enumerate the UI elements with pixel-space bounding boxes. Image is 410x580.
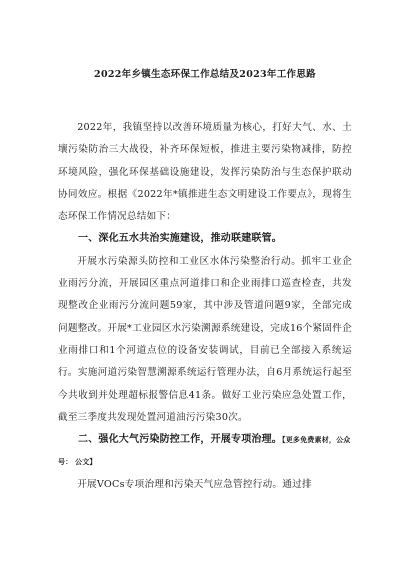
section-2-heading-text: 二、强化大气污染防控工作，开展专项治理。 (78, 434, 282, 446)
document-body (58, 117, 352, 496)
promo-note: 【更多免费素材，公众号： 公文】 (58, 435, 351, 467)
section-1-heading: 一、深化五水共治实施建设，推动联建联管。 (78, 233, 282, 245)
intro-paragraph: 2022年，我镇坚持以改善环境质量为核心，打好大气、水、土壤污染防治三大战役，补齐环保短板，推进主要污染物减排，防控环境风险，强化环保基础设施建设，发挥污染防治与生态保护联动协同效应。根据《2022年*镇推进生态文明建设工作要点》，现将生态环保工作情况总结如下： (58, 122, 352, 223)
section-2-paragraph: 开展VOCs专项治理和污染天气应急管控行动。通过排 (77, 478, 312, 490)
section-1-paragraph: 开展水污染源头防控和工业区水体污染整治行动。抓牢工业企业雨污分流，开展园区重点河道排口和企业雨排口巡查检查，共发现整改企业雨污分流问题59家，其中涉及管道问题9家，全部完成问题整改。开展*工业园区水污染溯源系统建设，完成16个紧固件企业雨排口和1个河道点位的设备安装调试，目前已全部接入系统运行。实施河道污染智慧溯源系统运行管理办法，自6月系统运行起至今共收到并处理超标报警信息41条。做好工业污染应急处置工作，截至三季度共发现处置河道油污污染30次。 (58, 255, 352, 423)
document-title: 2022年乡镇生态环保工作总结及2023年工作思路 (94, 69, 316, 80)
section-2-heading (58, 429, 352, 474)
